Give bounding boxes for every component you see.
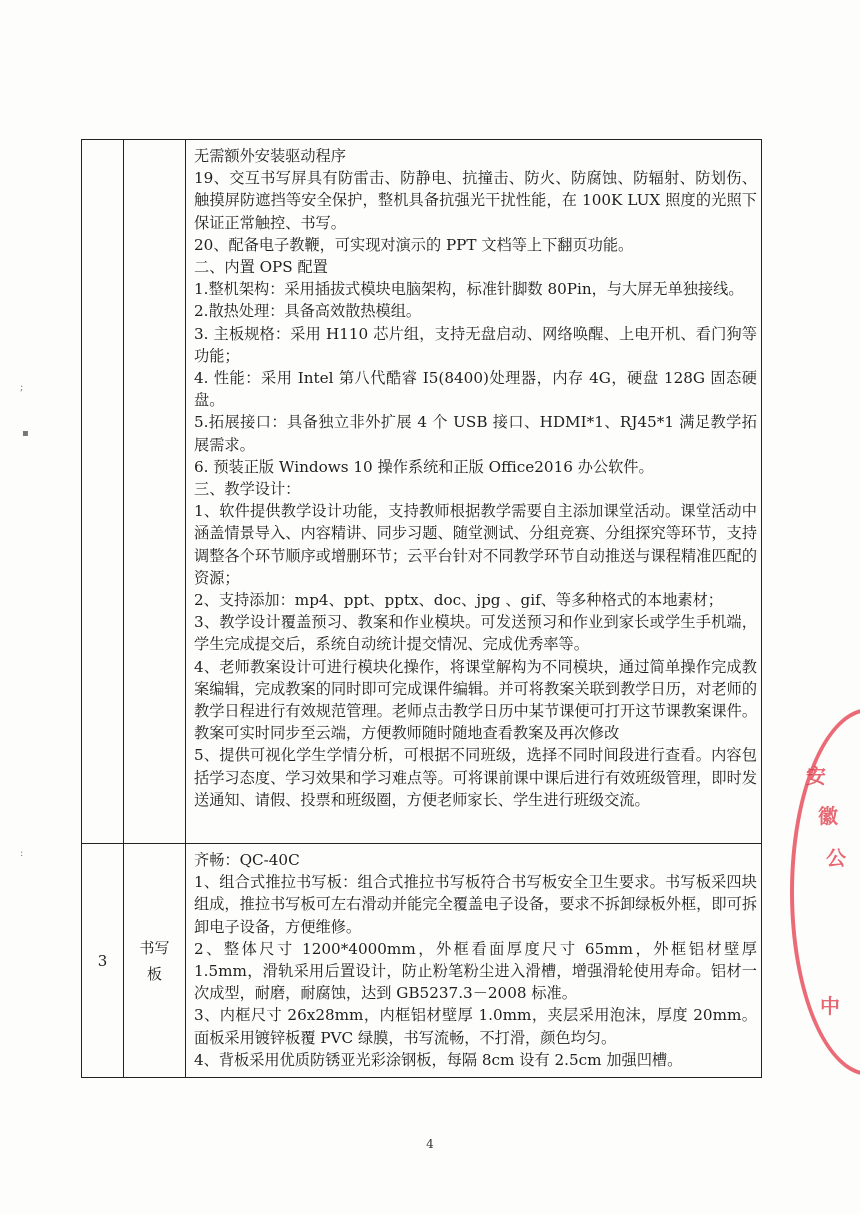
category-label: 书写板 bbox=[139, 938, 170, 983]
spec-line: 1.整机架构：采用插拔式模块电脑架构，标准针脚数 80Pin，与大屏无单独接线。 bbox=[194, 280, 744, 299]
seal-glyph: 安 bbox=[806, 764, 826, 788]
content-cell bbox=[186, 844, 762, 1078]
table-row bbox=[82, 140, 762, 844]
scan-speck: ; bbox=[20, 382, 24, 393]
category-cell bbox=[124, 844, 186, 1078]
category-cell bbox=[124, 140, 186, 844]
seal-glyph: 公 bbox=[826, 846, 846, 870]
content-cell bbox=[186, 140, 762, 844]
spec-line: 6. 预装正版 Windows 10 操作系统和正版 Office2016 办公软件。 bbox=[194, 457, 654, 476]
spec-line: 3、教学设计覆盖预习、教案和作业模块。可发送预习和作业到家长或学生手机端，学生完成提交后，系统自动统计提交情况、完成优秀率等。 bbox=[194, 613, 757, 654]
section-heading: 三、教学设计： bbox=[194, 480, 301, 499]
spec-line: 1、软件提供教学设计功能，支持教师根据教学需要自主添加课堂活动。课堂活动中涵盖情景导入、内容精讲、同步习题、随堂测试、分组竞赛、分组探究等环节，支持调整各个环节顺序或增删环节；云平台针对不同教学环节自动推送与课程精准匹配的资源； bbox=[194, 502, 757, 587]
seal-glyph: 中 bbox=[820, 994, 840, 1018]
index-cell bbox=[82, 140, 124, 844]
spec-line: 2、支持添加：mp4、ppt、pptx、doc、jpg 、gif、等多种格式的本地素材； bbox=[194, 591, 723, 610]
page-number: 4 bbox=[426, 1137, 434, 1151]
spec-line: 5.拓展接口：具备独立非外扩展 4 个 USB 接口、HDMI*1、RJ45*1 满足教学拓展需求。 bbox=[194, 413, 757, 454]
spec-line: 1、组合式推拉书写板：组合式推拉书写板符合书写板安全卫生要求。书写板采四块组成，推拉书写板可左右滑动并能完全覆盖电子设备，要求不拆卸绿板外框，即可拆卸电子设备，方便维修。 bbox=[194, 873, 757, 936]
spec-line: 4、背板采用优质防锈亚光彩涂钢板，每隔 8cm 设有 2.5cm 加强凹槽。 bbox=[194, 1050, 683, 1069]
index-cell: 3 bbox=[82, 844, 124, 1078]
spec-line: 无需额外安装驱动程序 bbox=[194, 147, 346, 165]
spec-line: 19、交互书写屏具有防雷击、防静电、抗撞击、防火、防腐蚀、防辐射、防划伤、触摸屏防遮挡等安全保护，整机具备抗强光干扰性能，在 100K LUX 照度的光照下保证正常触控、书写。 bbox=[194, 169, 757, 232]
spec-line: 3、内框尺寸 26x28mm，内框铝材壁厚 1.0mm，夹层采用泡沫，厚度 20mm。面板采用镀锌板覆 PVC 绿膜，书写流畅，不打滑，颜色均匀。 bbox=[194, 1006, 757, 1047]
spec-line: 4、老师教案设计可进行模块化操作，将课堂解构为不同模块，通过简单操作完成教案编辑，完成教案的同时即可完成课件编辑。并可将教案关联到教学日历，对老师的教学日程进行有效规范管理。老师点击教学日历中某节课便可打开这节课教案课件。教案可实时同步至云端，方便教师随时随地查看教案及再次修改 bbox=[194, 657, 757, 743]
spec-line: 3. 主板规格：采用 H110 芯片组，支持无盘启动、网络唤醒、上电开机、看门狗等功能； bbox=[194, 324, 757, 365]
section-heading: 二、内置 OPS 配置 bbox=[194, 258, 328, 277]
table-row bbox=[82, 844, 762, 1078]
spec-line: 2.散热处理：具备高效散热模组。 bbox=[194, 302, 422, 321]
continued-spec-text bbox=[186, 140, 761, 817]
spec-line: 5、提供可视化学生学情分析，可根据不同班级，选择不同时间段进行查看。内容包括学习态度、学习效果和学习难点等。可将课前课中课后进行有效班级管理，即时发送通知、请假、投票和班级圈，方便老师家长、学生进行班级交流。 bbox=[194, 746, 757, 809]
spec-line: 2、整体尺寸 1200*4000mm，外框看面厚度尺寸 65mm，外框铝材壁厚 1.5mm，滑轨采用后置设计，防止粉笔粉尘进入滑槽，增强滑轮使用寿命。铝材一次成型，耐磨，耐腐蚀，达到 GB5237.3－2008 标准。 bbox=[194, 939, 757, 1003]
scan-speck: ▪ bbox=[22, 428, 29, 439]
spec-line: 20、配备电子教鞭，可实现对演示的 PPT 文档等上下翻页功能。 bbox=[194, 235, 634, 254]
scan-speck: : bbox=[20, 848, 24, 859]
model-line: 齐畅：QC-40C bbox=[194, 851, 300, 869]
spec-line: 4. 性能：采用 Intel 第八代酷睿 I5(8400)处理器，内存 4G，硬盘 128G 固态硬盘。 bbox=[194, 369, 757, 410]
seal-glyph: 徽 bbox=[818, 804, 838, 828]
writing-board-spec-text bbox=[186, 844, 761, 1077]
spec-table bbox=[81, 139, 762, 1078]
